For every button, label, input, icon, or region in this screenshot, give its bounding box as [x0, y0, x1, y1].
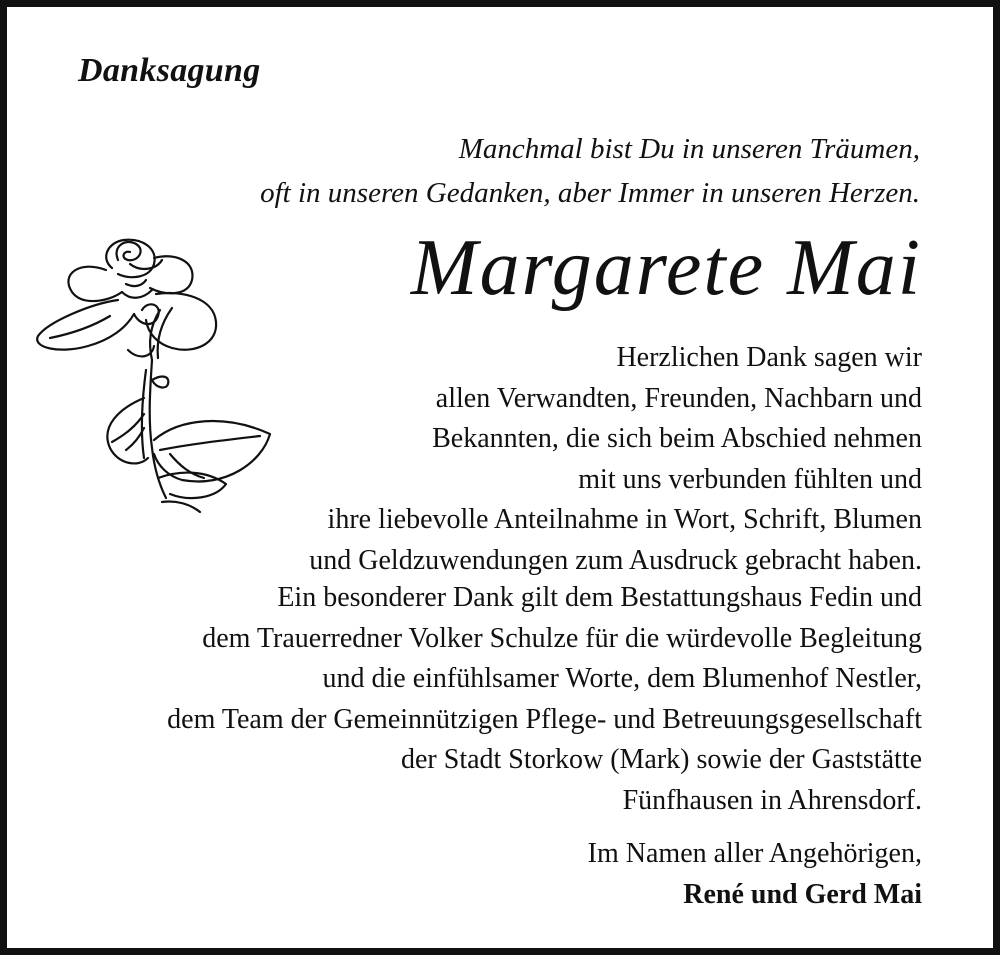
text-line: und die einfühlsamer Worte, dem Blumenhof Nestler, — [322, 663, 922, 694]
closing-line: Im Namen aller Angehörigen, — [587, 838, 922, 869]
deceased-name: Margarete Mai — [410, 224, 922, 312]
special-thanks-paragraph — [22, 578, 922, 821]
text-line: Herzlichen Dank sagen wir — [616, 342, 922, 373]
text-line: und Geldzuwendungen zum Ausdruck gebracht haben. — [309, 544, 922, 576]
text-line: allen Verwandten, Freunden, Nachbarn und — [435, 382, 922, 414]
text-line: Bekannten, die sich beim Abschied nehmen — [432, 423, 922, 454]
quote-line: Manchmal bist Du in unseren Träumen, — [458, 133, 920, 165]
notice-heading: Danksagung — [78, 52, 261, 89]
text-line: ihre liebevolle Anteilnahme in Wort, Schrift, Blumen — [327, 504, 922, 535]
signers: René und Gerd Mai — [683, 878, 922, 910]
text-line: dem Trauerredner Volker Schulze für die würdevolle Begleitung — [202, 622, 922, 654]
text-line: Ein besonderer Dank gilt dem Bestattungshaus Fedin und — [277, 582, 922, 613]
memorial-quote — [100, 127, 920, 215]
closing-signature — [422, 834, 922, 915]
text-line: mit uns verbunden fühlten und — [578, 463, 922, 495]
text-line: Fünfhausen in Ahrensdorf. — [622, 784, 922, 816]
quote-line: oft in unseren Gedanken, aber Immer in unseren Herzen. — [260, 177, 920, 209]
thanks-paragraph — [82, 338, 922, 581]
text-line: dem Team der Gemeinnützigen Pflege- und Betreuungsgesellschaft — [167, 703, 922, 735]
text-line: der Stadt Storkow (Mark) sowie der Gaststätte — [401, 744, 922, 775]
